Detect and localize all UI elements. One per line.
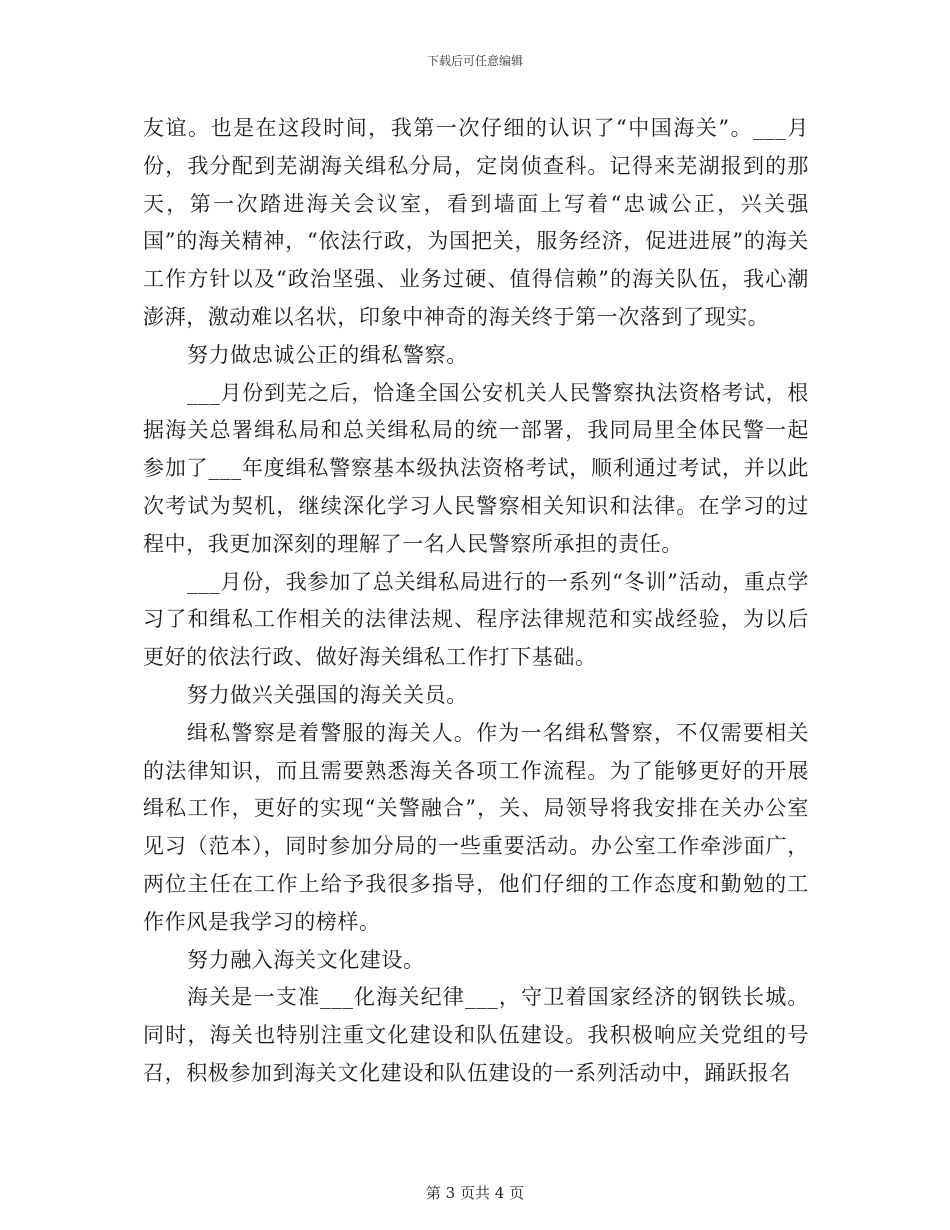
paragraph-office-internship: 缉私警察是着警服的海关人。作为一名缉私警察，不仅需要相关的法律知识，而且需要熟悉海关各项工作流程。为了能够更好的开展缉私工作，更好的实现“关警融合”，关、局领导将我安排在关办公室见习（范本），同时参加分局的一些重要活动。办公室工作牵涉面广，两位主任在工作上给予我很多指导，他们仔细的工作态度和勤勉的工作作风是我学习的榜样。 <box>143 720 809 934</box>
page-header: 下载后可任意编辑 <box>426 54 523 68</box>
paragraph-continued: 友谊。也是在这段时间，我第一次仔细的认识了“中国海关”。___月份，我分配到芜湖海关缉私分局，定岗侦查科。记得来芜湖报到的那天，第一次踏进海关会议室，看到墙面上写着“忠诚公正，兴关强国”的海关精神，“依法行政，为国把关，服务经济，促进进展”的海关工作方针以及“政治坚强、业务过硬、值得信赖”的海关队伍，我心潮澎湃，激动难以名状，印象中神奇的海关终于第一次落到了现实。 <box>143 116 809 329</box>
paragraph-winter-training: ___月份，我参加了总关缉私局进行的一系列“冬训”活动，重点学习了和缉私工作相关的法律法规、程序法律规范和实战经验，为以后更好的依法行政、做好海关缉私工作打下基础。 <box>143 569 809 670</box>
document-body <box>143 110 809 1093</box>
paragraph-culture-building: 海关是一支准___化海关纪律___，守卫着国家经济的钢铁长城。同时，海关也特别注重文化建设和队伍建设。我积极响应关党组的号召，积极参加到海关文化建设和队伍建设的一系列活动中，踊跃报名 <box>143 985 809 1085</box>
section-heading-culture: 努力融入海关文化建设。 <box>187 947 425 972</box>
section-heading-loyal-police: 努力做忠诚公正的缉私警察。 <box>187 342 468 367</box>
paragraph-exam: ___月份到芜之后，恰逢全国公安机关人民警察执法资格考试，根据海关总署缉私局和总关缉私局的统一部署，我同局里全体民警一起参加了___年度缉私警察基本级执法资格考试，顺利通过考试，并以此次考试为契机，继续深化学习人民警察相关知识和法律。在学习的过程中，我更加深刻的理解了一名人民警察所承担的责任。 <box>143 380 809 556</box>
page-number: 第 3 页共 4 页 <box>425 1184 525 1202</box>
section-heading-customs-officer: 努力做兴关强国的海关关员。 <box>187 682 468 707</box>
